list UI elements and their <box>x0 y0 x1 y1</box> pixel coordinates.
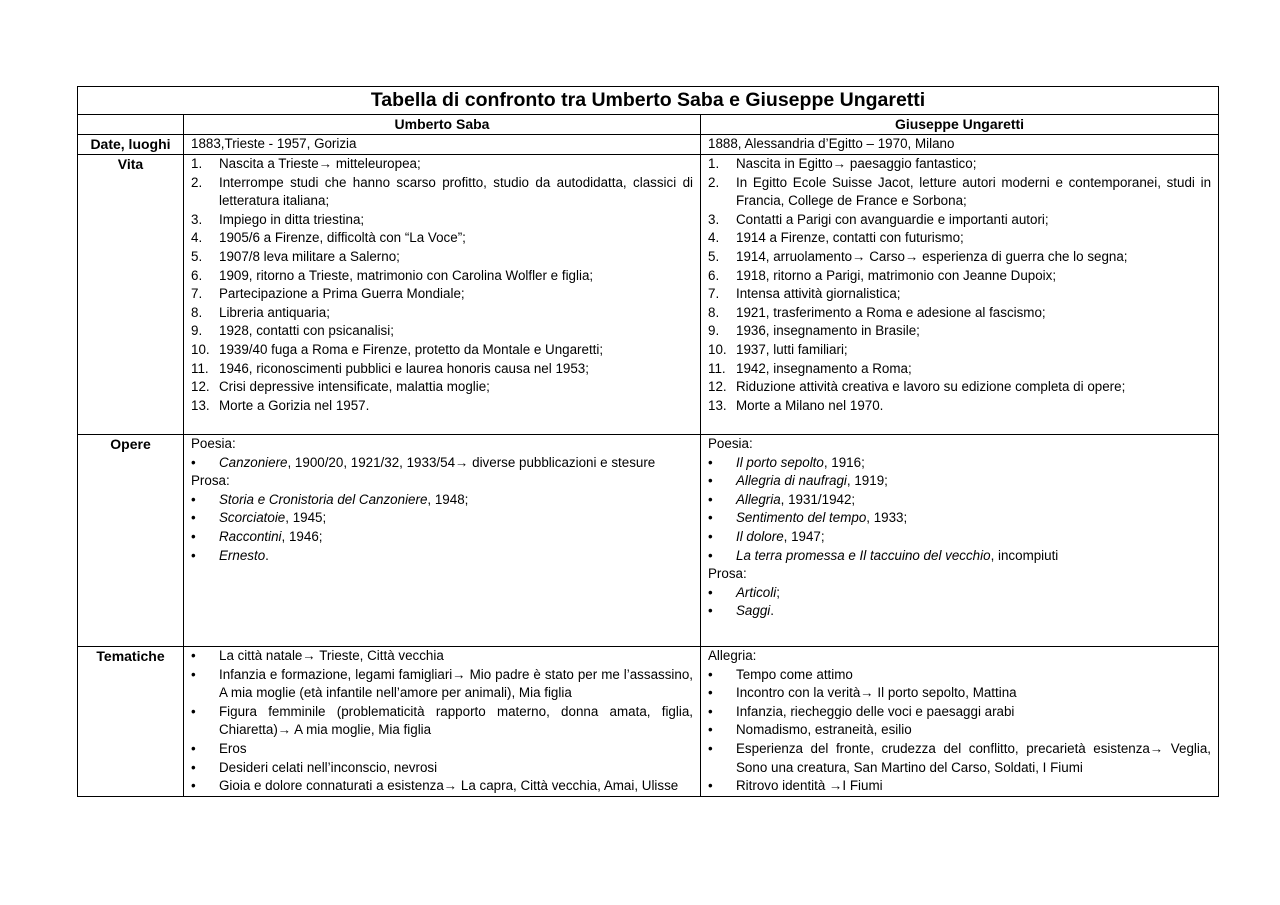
saba-poesia-label: Poesia: <box>191 436 236 451</box>
work-item <box>191 454 693 473</box>
list-item-text: Contatti a Parigi con avanguardie e importanti autori; <box>736 211 1049 227</box>
work-item <box>708 528 1211 547</box>
list-item-text: Gioia e dolore connaturati a esistenza→ La capra, Città vecchia, Amai, Ulisse <box>219 778 679 794</box>
work-details: , 1931/1942; <box>780 491 856 507</box>
saba-opere-cell <box>184 435 701 647</box>
list-item <box>708 248 1211 267</box>
list-item <box>191 304 693 323</box>
list-item <box>191 267 693 286</box>
row-opere <box>78 435 1219 647</box>
list-marker: 7. <box>191 286 203 302</box>
list-item-text: Partecipazione a Prima Guerra Mondiale; <box>219 286 465 302</box>
row-vita <box>78 155 1219 435</box>
ungaretti-date-cell: 1888, Alessandria d’Egitto – 1970, Milano <box>701 135 1219 155</box>
list-item-text: Ritrovo identità →I Fiumi <box>736 778 883 794</box>
list-item <box>708 211 1211 230</box>
list-marker: • <box>191 759 196 775</box>
list-item-text: La città natale→ Trieste, Città vecchia <box>219 648 444 663</box>
ungaretti-poesia-list <box>708 454 1211 566</box>
list-marker: 4. <box>708 230 720 246</box>
list-item-text: 1921, trasferimento a Roma e adesione al fascismo; <box>736 304 1046 320</box>
work-details: , 1947; <box>783 528 825 544</box>
list-item <box>191 248 693 267</box>
list-item-text: Eros <box>219 740 247 756</box>
list-item-text: Nascita a Trieste→ mitteleuropea; <box>219 156 421 171</box>
table-title: Tabella di confronto tra Umberto Saba e Giuseppe Ungaretti <box>78 87 1219 115</box>
list-marker: • <box>708 584 713 600</box>
list-item <box>191 740 693 759</box>
list-item-text: 1909, ritorno a Trieste, matrimonio con Carolina Wolfler e figlia; <box>219 267 594 283</box>
ungaretti-prosa-list <box>708 584 1211 621</box>
work-item <box>708 602 1211 621</box>
work-details: , 1945; <box>285 510 327 526</box>
list-item <box>191 285 693 304</box>
work-item <box>708 584 1211 603</box>
list-marker: • <box>708 528 713 544</box>
list-item-text: 1946, riconoscimenti pubblici e laurea honoris causa nel 1953; <box>219 360 589 376</box>
ungaretti-opere-cell <box>701 435 1219 647</box>
list-item <box>708 378 1211 397</box>
list-item <box>191 397 693 416</box>
list-item-text: Incontro con la verità→ Il porto sepolto, Mattina <box>736 685 1017 701</box>
work-title: Raccontini <box>219 528 282 544</box>
ungaretti-tematiche-cell <box>701 647 1219 797</box>
work-title: Il porto sepolto <box>736 454 824 470</box>
list-marker: 12. <box>191 379 210 395</box>
list-item <box>708 322 1211 341</box>
list-marker: 3. <box>191 211 203 227</box>
list-marker: 12. <box>708 379 727 395</box>
list-marker: 7. <box>708 286 720 302</box>
list-item <box>708 721 1211 740</box>
list-marker: • <box>191 547 196 563</box>
header-ungaretti: Giuseppe Ungaretti <box>701 115 1219 135</box>
list-item-text: Nascita in Egitto→ paesaggio fantastico; <box>736 156 977 171</box>
work-title: La terra promessa e Il taccuino del vecchio <box>736 547 991 563</box>
work-details: . <box>770 603 774 619</box>
saba-vita-list <box>191 155 693 415</box>
list-marker: • <box>191 778 196 794</box>
list-item-text: 1905/6 a Firenze, difficoltà con “La Voce”; <box>219 230 466 246</box>
list-item <box>708 777 1211 796</box>
list-item-text: Figura femminile (problematicità rapporto materno, donna amata, figlia, Chiaretta)→ A mia moglie, Mia figlia <box>219 703 693 738</box>
ungaretti-allegria-label: Allegria: <box>708 648 757 663</box>
saba-prosa-label: Prosa: <box>191 473 230 489</box>
ungaretti-tematiche-list <box>708 666 1211 796</box>
list-item-text: 1942, insegnamento a Roma; <box>736 360 912 376</box>
header-saba: Umberto Saba <box>184 115 701 135</box>
list-item-text: Crisi depressive intensificate, malattia moglie; <box>219 379 490 395</box>
list-marker: 13. <box>708 397 727 413</box>
list-item-text: Libreria antiquaria; <box>219 304 330 320</box>
list-item-text: 1937, lutti familiari; <box>736 341 848 357</box>
list-marker: 5. <box>191 248 203 264</box>
row-label-tematiche: Tematiche <box>78 647 184 797</box>
saba-vita-cell <box>184 155 701 435</box>
list-marker: 1. <box>708 156 720 171</box>
ungaretti-vita-list <box>708 155 1211 415</box>
work-details: , 1919; <box>846 473 888 489</box>
saba-tematiche-list <box>191 647 693 796</box>
saba-date-cell: 1883,Trieste - 1957, Gorizia <box>184 135 701 155</box>
list-item <box>191 647 693 666</box>
list-item-text: 1928, contatti con psicanalisi; <box>219 323 394 339</box>
list-marker: 8. <box>191 304 203 320</box>
work-title: Articoli <box>736 584 777 600</box>
list-marker: • <box>191 454 196 470</box>
list-item-text: 1939/40 fuga a Roma e Firenze, protetto da Montale e Ungaretti; <box>219 341 604 357</box>
list-item-text: Desideri celati nell’inconscio, nevrosi <box>219 759 438 775</box>
work-item <box>708 547 1211 566</box>
work-item <box>191 509 693 528</box>
saba-tematiche-cell <box>184 647 701 797</box>
list-item <box>191 759 693 778</box>
comparison-table <box>77 86 1219 797</box>
list-item <box>708 285 1211 304</box>
list-item <box>191 174 693 211</box>
list-item-text: In Egitto Ecole Suisse Jacot, letture autori moderni e contemporanei, studi in Francia, College de France e Sorbona; <box>736 174 1212 209</box>
list-marker: 6. <box>191 267 203 283</box>
list-item <box>191 322 693 341</box>
list-marker: 2. <box>191 174 203 190</box>
row-date-luoghi <box>78 135 1219 155</box>
list-item-text: Morte a Gorizia nel 1957. <box>219 397 370 413</box>
list-item <box>708 341 1211 360</box>
list-item-text: Nomadismo, estraneità, esilio <box>736 722 912 738</box>
list-item <box>708 229 1211 248</box>
work-details: , 1946; <box>281 528 323 544</box>
list-marker: 13. <box>191 397 210 413</box>
list-marker: 6. <box>708 267 720 283</box>
list-item <box>191 341 693 360</box>
work-item <box>191 491 693 510</box>
row-label-vita: Vita <box>78 155 184 435</box>
list-item <box>708 703 1211 722</box>
list-item-text: Tempo come attimo <box>736 666 853 682</box>
list-item <box>191 378 693 397</box>
list-item <box>708 155 1211 174</box>
work-details: , 1900/20, 1921/32, 1933/54→ diverse pubblicazioni e stesure <box>287 454 656 470</box>
row-label-opere: Opere <box>78 435 184 647</box>
list-marker: 8. <box>708 304 720 320</box>
work-title: Storia e Cronistoria del Canzoniere <box>219 491 428 507</box>
work-item <box>191 547 693 566</box>
saba-prosa-list <box>191 491 693 565</box>
list-marker: • <box>708 685 713 701</box>
list-item-text: Esperienza del fronte, crudezza del conflitto, precarietà esistenza→ Veglia, Sono una creatura, San Martino del Carso, Soldati, I Fiumi <box>736 740 1212 775</box>
list-item <box>191 666 693 703</box>
header-empty-cell <box>78 115 184 135</box>
ungaretti-poesia-label: Poesia: <box>708 436 753 451</box>
list-item-text: Intensa attività giornalistica; <box>736 286 901 302</box>
list-marker: 3. <box>708 211 720 227</box>
list-marker: • <box>191 666 196 682</box>
list-marker: • <box>191 491 196 507</box>
ungaretti-vita-cell <box>701 155 1219 435</box>
list-item-text: 1914, arruolamento→ Carso→ esperienza di guerra che lo segna; <box>736 248 1128 264</box>
work-title: Sentimento del tempo <box>736 510 867 526</box>
ungaretti-prosa-label: Prosa: <box>708 566 747 582</box>
list-marker: • <box>708 603 713 619</box>
list-marker: • <box>708 703 713 719</box>
work-title: Saggi <box>736 603 771 619</box>
list-item <box>708 740 1211 777</box>
list-item-text: Impiego in ditta triestina; <box>219 211 365 227</box>
list-marker: 9. <box>708 323 720 339</box>
list-item <box>708 666 1211 685</box>
list-marker: • <box>708 666 713 682</box>
row-tematiche <box>78 647 1219 797</box>
list-item <box>191 703 693 740</box>
work-details: , incompiuti <box>990 547 1059 563</box>
list-marker: • <box>708 547 713 563</box>
work-details: , 1916; <box>823 454 865 470</box>
list-item <box>191 360 693 379</box>
list-item-text: Infanzia, riecheggio delle voci e paesaggi arabi <box>736 703 1015 719</box>
list-item-text: Morte a Milano nel 1970. <box>736 397 884 413</box>
list-marker: 11. <box>191 360 209 376</box>
saba-poesia-list <box>191 454 693 473</box>
list-marker: • <box>708 473 713 489</box>
work-details: , 1948; <box>427 491 469 507</box>
work-details: ; <box>776 584 780 600</box>
list-item <box>708 267 1211 286</box>
list-marker: 10. <box>708 341 727 357</box>
list-marker: • <box>191 648 196 663</box>
list-item <box>191 155 693 174</box>
list-item-text: 1918, ritorno a Parigi, matrimonio con Jeanne Dupoix; <box>736 267 1057 283</box>
list-marker: • <box>708 491 713 507</box>
list-item <box>708 360 1211 379</box>
list-item-text: Riduzione attività creativa e lavoro su edizione completa di opere; <box>736 379 1126 395</box>
list-marker: • <box>708 722 713 738</box>
list-item-text: Interrompe studi che hanno scarso profitto, studio da autodidatta, classici di letteratura italiana; <box>219 174 693 209</box>
list-marker: 1. <box>191 156 203 171</box>
list-marker: 9. <box>191 323 203 339</box>
work-details: . <box>265 547 269 563</box>
list-marker: 11. <box>708 360 726 376</box>
header-row <box>78 115 1219 135</box>
list-marker: • <box>708 510 713 526</box>
list-item <box>191 229 693 248</box>
work-title: Ernesto <box>219 547 266 563</box>
work-title: Allegria di naufragi <box>736 473 847 489</box>
list-marker: • <box>191 528 196 544</box>
list-marker: • <box>191 510 196 526</box>
list-marker: 2. <box>708 174 720 190</box>
list-item <box>708 304 1211 323</box>
list-item-text: 1907/8 leva militare a Salerno; <box>219 248 400 264</box>
list-marker: 10. <box>191 341 210 357</box>
work-title: Scorciatoie <box>219 510 286 526</box>
list-marker: 4. <box>191 230 203 246</box>
list-item <box>708 397 1211 416</box>
list-item-text: Infanzia e formazione, legami famigliari→ Mio padre è stato per me l’assassino, A mia moglie (età infantile nell’amore per animali), Mia figlia <box>219 666 693 701</box>
row-label-date: Date, luoghi <box>78 135 184 155</box>
list-marker: • <box>708 778 713 794</box>
work-item <box>708 472 1211 491</box>
list-item-text: 1936, insegnamento in Brasile; <box>736 323 920 339</box>
list-marker: • <box>708 740 713 756</box>
work-item <box>708 491 1211 510</box>
list-marker: • <box>191 703 196 719</box>
list-item <box>708 174 1211 211</box>
list-item-text: 1914 a Firenze, contatti con futurismo; <box>736 230 964 246</box>
list-marker: 5. <box>708 248 720 264</box>
work-item <box>191 528 693 547</box>
work-title: Allegria <box>736 491 781 507</box>
list-item <box>191 777 693 796</box>
list-marker: • <box>191 740 196 756</box>
work-details: , 1933; <box>866 510 908 526</box>
work-title: Il dolore <box>736 528 784 544</box>
work-item <box>708 509 1211 528</box>
work-title: Canzoniere <box>219 454 288 470</box>
title-row <box>78 87 1219 115</box>
work-item <box>708 454 1211 473</box>
list-item <box>191 211 693 230</box>
list-marker: • <box>708 454 713 470</box>
list-item <box>708 684 1211 703</box>
